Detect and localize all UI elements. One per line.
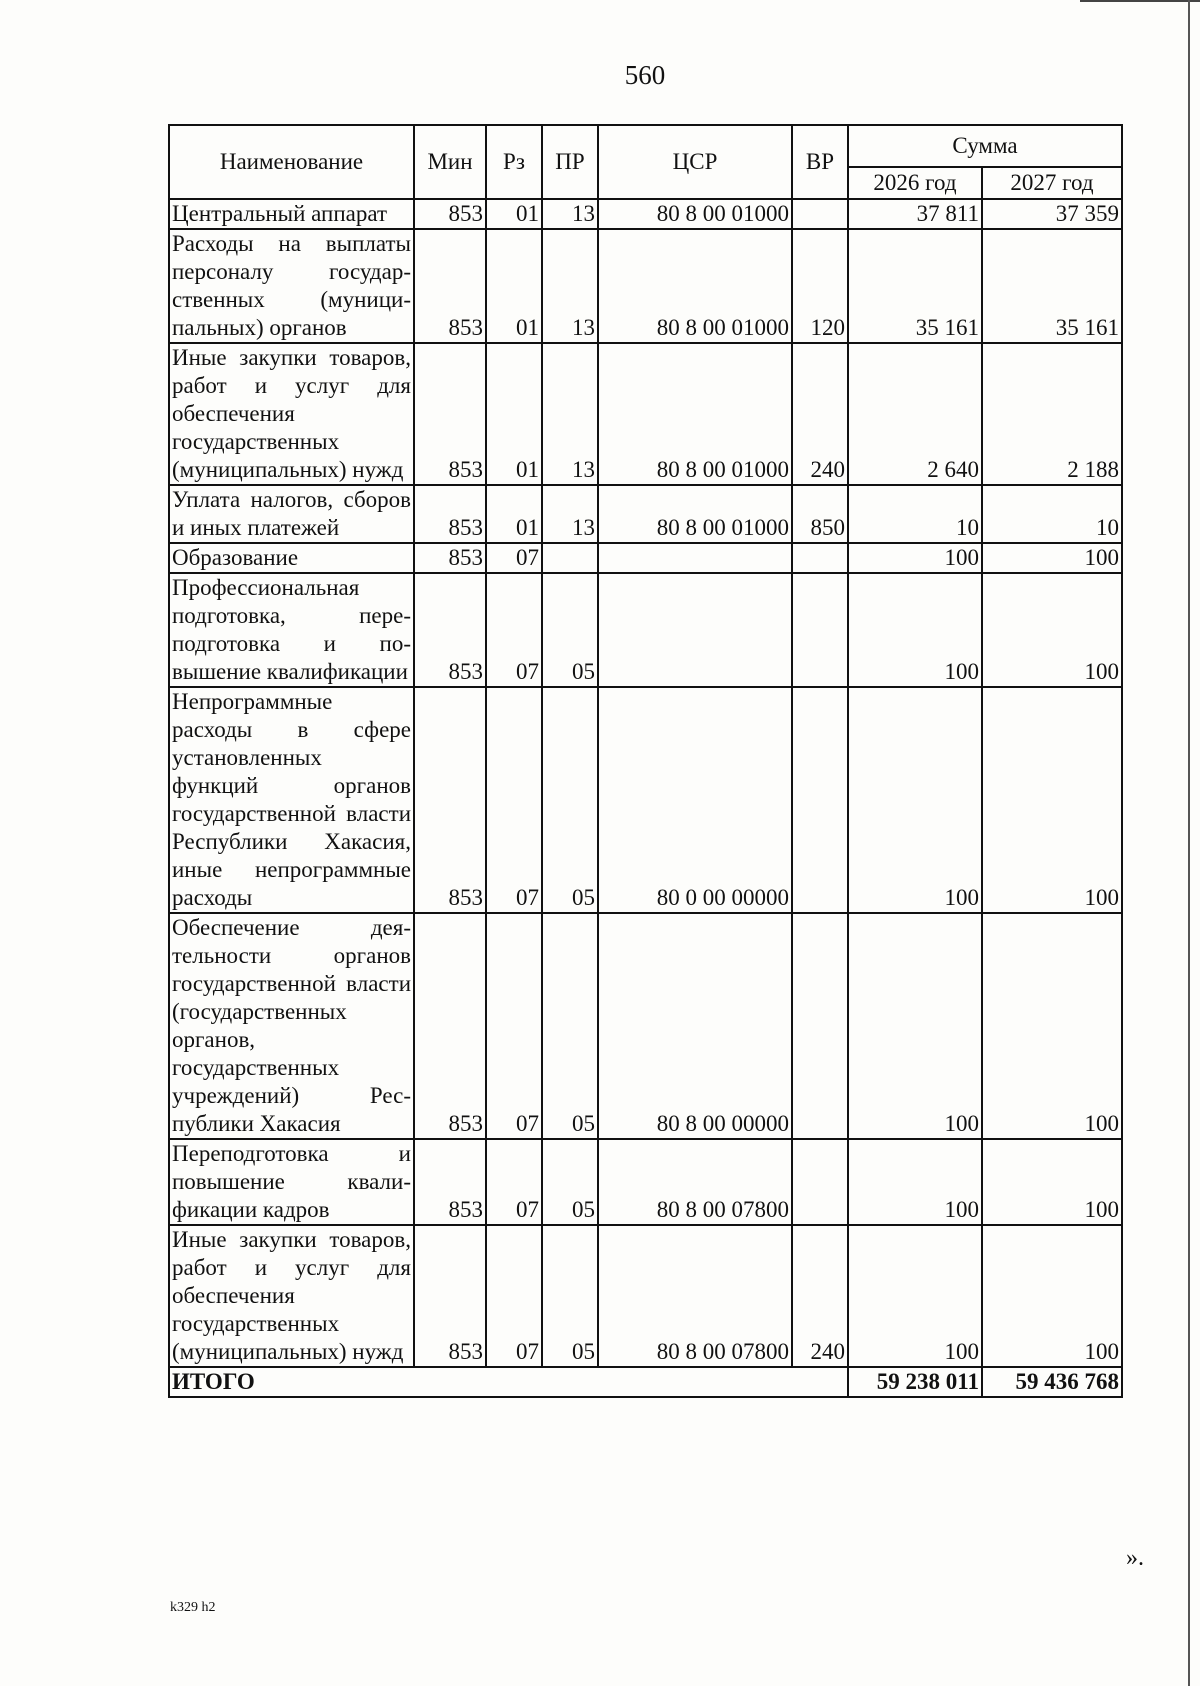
cell-rz: 01 (486, 229, 542, 343)
table-row (169, 199, 1122, 229)
cell-pr: 13 (542, 343, 598, 485)
table-row (169, 687, 1122, 913)
cell-name: Обеспечение деятельности органов государственной власти (государственных органов, государственных учреждений) Республики Хакасия (169, 913, 414, 1139)
cell-rz: 01 (486, 485, 542, 543)
cell-min: 853 (414, 485, 486, 543)
cell-vr: 240 (792, 343, 848, 485)
cell-csr (598, 573, 792, 687)
cell-vr (792, 913, 848, 1139)
cell-min: 853 (414, 343, 486, 485)
cell-2027: 100 (982, 913, 1122, 1139)
cell-vr: 240 (792, 1225, 848, 1367)
cell-min: 853 (414, 573, 486, 687)
cell-min: 853 (414, 1225, 486, 1367)
cell-csr: 80 8 00 01000 (598, 343, 792, 485)
header-csr: ЦСР (598, 125, 792, 199)
cell-2026: 100 (848, 1139, 982, 1225)
cell-name: Переподготовка и повышение квалификации кадров (169, 1139, 414, 1225)
cell-csr: 80 8 00 07800 (598, 1225, 792, 1367)
cell-min: 853 (414, 199, 486, 229)
cell-pr: 05 (542, 573, 598, 687)
table-row (169, 343, 1122, 485)
table-row (169, 485, 1122, 543)
cell-2027: 10 (982, 485, 1122, 543)
cell-2026: 37 811 (848, 199, 982, 229)
cell-2026: 100 (848, 573, 982, 687)
cell-name: Иные закупки товаров, работ и услуг для обеспечения государственных (муниципальных) нужд (169, 1225, 414, 1367)
cell-rz: 07 (486, 543, 542, 573)
budget-table (168, 124, 1123, 1398)
table-body (169, 199, 1122, 1367)
cell-csr: 80 0 00 00000 (598, 687, 792, 913)
cell-2027: 100 (982, 573, 1122, 687)
cell-pr: 05 (542, 913, 598, 1139)
cell-vr (792, 543, 848, 573)
cell-pr: 05 (542, 687, 598, 913)
total-label: ИТОГО (169, 1367, 848, 1397)
cell-csr: 80 8 00 07800 (598, 1139, 792, 1225)
cell-min: 853 (414, 229, 486, 343)
cell-name: Профессиональная подготовка, переподготовка и повышение квалификации (169, 573, 414, 687)
cell-csr: 80 8 00 01000 (598, 229, 792, 343)
cell-2026: 100 (848, 543, 982, 573)
cell-min: 853 (414, 687, 486, 913)
cell-pr: 13 (542, 485, 598, 543)
cell-rz: 07 (486, 687, 542, 913)
table-row (169, 913, 1122, 1139)
page-edge-right (1188, 0, 1190, 1686)
header-pr: ПР (542, 125, 598, 199)
header-rz: Рз (486, 125, 542, 199)
cell-2026: 35 161 (848, 229, 982, 343)
cell-csr (598, 543, 792, 573)
table-row (169, 1225, 1122, 1367)
cell-name: Непрограммные расходы в сфере установленных функций органов государственной власти Республики Хакасия, иные непрограммные расходы (169, 687, 414, 913)
cell-vr (792, 1139, 848, 1225)
header-sum: Сумма (848, 125, 1122, 167)
cell-pr: 05 (542, 1225, 598, 1367)
cell-csr: 80 8 00 01000 (598, 485, 792, 543)
header-vr: ВР (792, 125, 848, 199)
cell-rz: 01 (486, 199, 542, 229)
table-row (169, 543, 1122, 573)
cell-rz: 07 (486, 1139, 542, 1225)
cell-vr: 850 (792, 485, 848, 543)
cell-name: Расходы на выплаты персоналу государственных (муниципальных) органов (169, 229, 414, 343)
total-2027: 59 436 768 (982, 1367, 1122, 1397)
cell-2026: 100 (848, 1225, 982, 1367)
cell-2027: 37 359 (982, 199, 1122, 229)
cell-name: Образование (169, 543, 414, 573)
cell-pr: 13 (542, 229, 598, 343)
total-2026: 59 238 011 (848, 1367, 982, 1397)
cell-2027: 100 (982, 543, 1122, 573)
footer-code: k329 h2 (170, 1600, 216, 1615)
cell-min: 853 (414, 1139, 486, 1225)
cell-2027: 100 (982, 1139, 1122, 1225)
table-row (169, 573, 1122, 687)
cell-name: Иные закупки товаров, работ и услуг для обеспечения государственных (муниципальных) нужд (169, 343, 414, 485)
cell-name: Центральный аппарат (169, 199, 414, 229)
cell-2026: 100 (848, 913, 982, 1139)
table-row (169, 1139, 1122, 1225)
cell-vr (792, 573, 848, 687)
page-number: 560 (624, 60, 666, 90)
cell-name: Уплата налогов, сборов и иных платежей (169, 485, 414, 543)
cell-2027: 100 (982, 687, 1122, 913)
cell-2026: 100 (848, 687, 982, 913)
header-min: Мин (414, 125, 486, 199)
cell-2027: 35 161 (982, 229, 1122, 343)
cell-pr: 05 (542, 1139, 598, 1225)
cell-csr: 80 8 00 01000 (598, 199, 792, 229)
header-name: Наименование (169, 125, 414, 199)
cell-rz: 07 (486, 573, 542, 687)
cell-rz: 01 (486, 343, 542, 485)
cell-min: 853 (414, 543, 486, 573)
total-row (169, 1367, 1122, 1397)
cell-min: 853 (414, 913, 486, 1139)
cell-vr (792, 199, 848, 229)
cell-2026: 2 640 (848, 343, 982, 485)
cell-2026: 10 (848, 485, 982, 543)
header-2026: 2026 год (848, 167, 982, 199)
cell-pr: 13 (542, 199, 598, 229)
table-row (169, 229, 1122, 343)
cell-vr (792, 687, 848, 913)
cell-2027: 2 188 (982, 343, 1122, 485)
cell-vr: 120 (792, 229, 848, 343)
cell-rz: 07 (486, 913, 542, 1139)
cell-rz: 07 (486, 1225, 542, 1367)
header-2027: 2027 год (982, 167, 1122, 199)
closing-quote: ». (1126, 1545, 1144, 1571)
cell-csr: 80 8 00 00000 (598, 913, 792, 1139)
page-edge-top (1080, 0, 1200, 2)
cell-2027: 100 (982, 1225, 1122, 1367)
cell-pr (542, 543, 598, 573)
